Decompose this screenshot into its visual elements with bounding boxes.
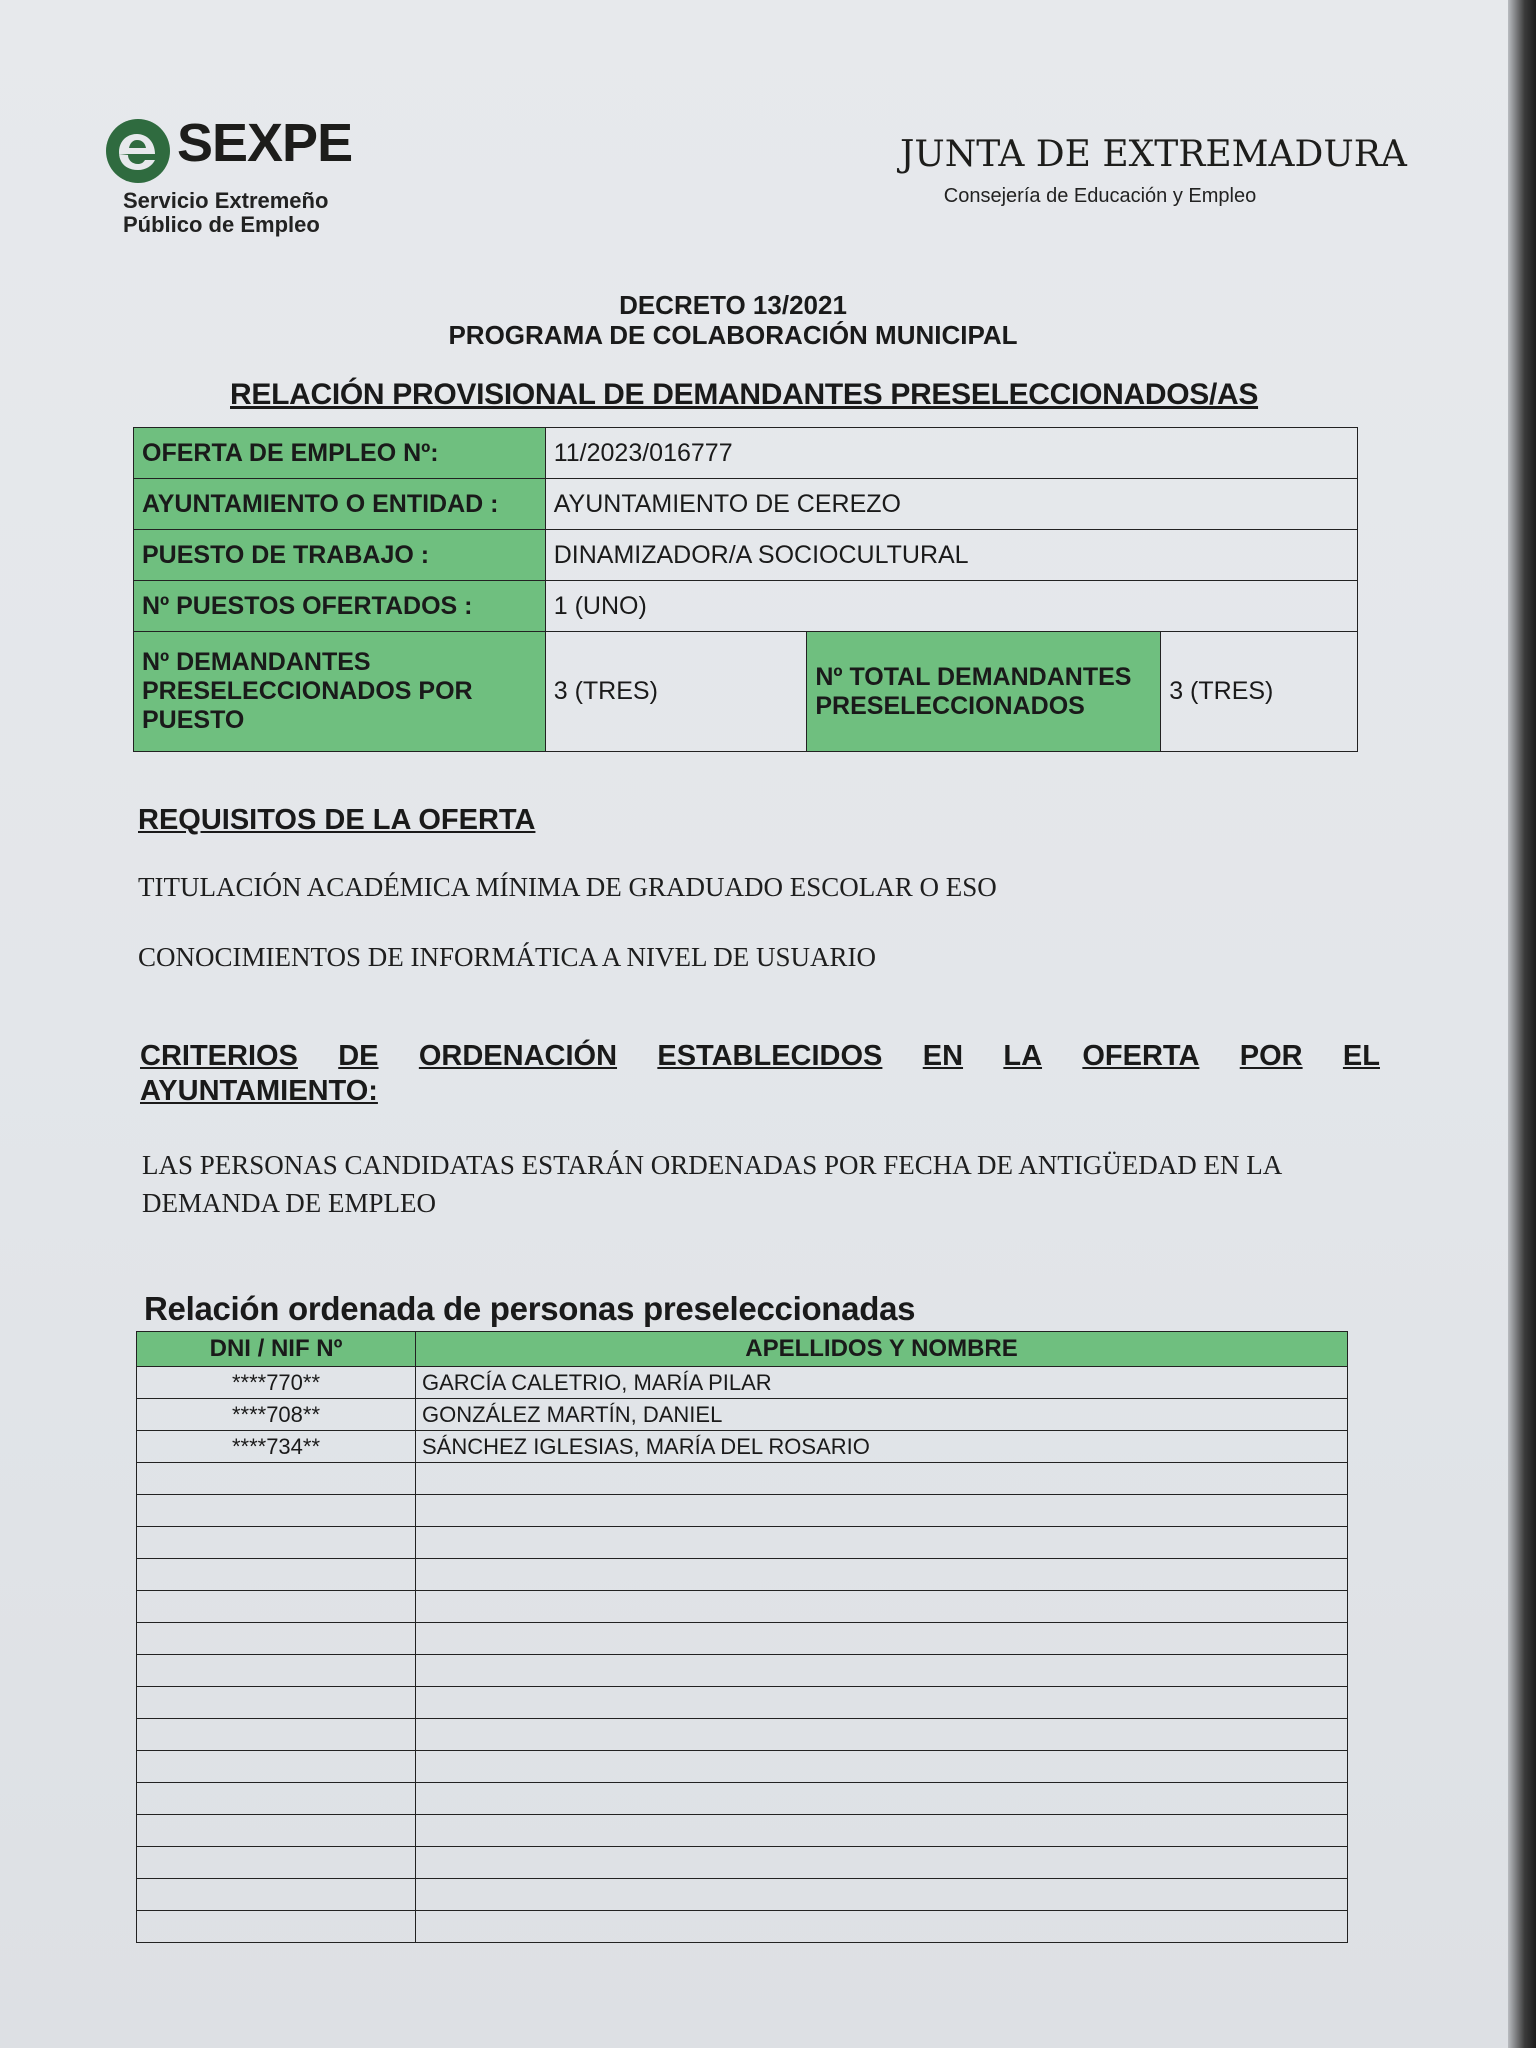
list-title: Relación ordenada de personas preseleccionadas — [144, 1290, 916, 1327]
junta-department: Consejería de Educación y Empleo — [943, 185, 1257, 207]
junta-name: JUNTA DE EXTREMADURA — [900, 134, 1407, 175]
table-row — [134, 530, 1358, 581]
dni-cell — [137, 1591, 416, 1623]
dni-cell — [137, 1655, 416, 1687]
name-cell — [416, 1495, 1348, 1527]
dni-cell — [137, 1879, 416, 1911]
name-cell: GARCÍA CALETRIO, MARÍA PILAR — [416, 1367, 1348, 1399]
dni-cell — [137, 1847, 416, 1879]
criteria-word: CRITERIOS — [140, 1040, 298, 1072]
job-value: DINAMIZADOR/A SOCIOCULTURAL — [545, 530, 1357, 581]
dni-cell: ****734** — [137, 1431, 416, 1463]
requirement-1: TITULACIÓN ACADÉMICA MÍNIMA DE GRADUADO ESCOLAR O ESO — [138, 872, 997, 902]
table-row — [137, 1559, 1348, 1591]
dni-cell — [137, 1911, 416, 1943]
dni-cell — [137, 1559, 416, 1591]
table-row — [137, 1879, 1348, 1911]
offer-value: 11/2023/016777 — [545, 428, 1357, 479]
criteria-word: DE — [338, 1040, 379, 1072]
decree-number: DECRETO 13/2021 — [619, 290, 847, 320]
table-row — [134, 479, 1358, 530]
program-name: PROGRAMA DE COLABORACIÓN MUNICIPAL — [448, 320, 1018, 350]
criteria-text: LAS PERSONAS CANDIDATAS ESTARÁN ORDENADAS POR FECHA DE ANTIGÜEDAD EN LA DEMANDA DE EMPLEO — [142, 1150, 1281, 1218]
name-cell — [416, 1687, 1348, 1719]
paper-edge-shadow — [1508, 0, 1536, 2048]
dni-cell — [137, 1815, 416, 1847]
criteria-word: OFERTA — [1082, 1040, 1200, 1072]
sexpe-e-icon — [105, 118, 171, 184]
positions-label: Nº PUESTOS OFERTADOS : — [134, 581, 546, 632]
name-cell — [416, 1591, 1348, 1623]
requirement-2: CONOCIMIENTOS DE INFORMÁTICA A NIVEL DE USUARIO — [138, 942, 877, 972]
name-cell — [416, 1879, 1348, 1911]
job-label: PUESTO DE TRABAJO : — [134, 530, 546, 581]
name-cell — [416, 1783, 1348, 1815]
per-post-value: 3 (TRES) — [545, 632, 807, 752]
table-row — [137, 1591, 1348, 1623]
sexpe-wordmark: SEXPE — [177, 113, 353, 173]
col-dni-header: DNI / NIF Nº — [137, 1332, 416, 1367]
dni-cell — [137, 1623, 416, 1655]
dni-cell — [137, 1495, 416, 1527]
criteria-title — [140, 1040, 1380, 1108]
total-value: 3 (TRES) — [1161, 632, 1358, 752]
table-row — [137, 1431, 1348, 1463]
entity-label: AYUNTAMIENTO O ENTIDAD : — [134, 479, 546, 530]
table-row — [134, 632, 1358, 752]
criteria-title-line-2: AYUNTAMIENTO: — [140, 1075, 378, 1107]
name-cell — [416, 1463, 1348, 1495]
table-row — [137, 1655, 1348, 1687]
table-row — [137, 1751, 1348, 1783]
dni-cell — [137, 1783, 416, 1815]
table-header-row — [137, 1332, 1348, 1367]
table-row — [134, 581, 1358, 632]
total-label: Nº TOTAL DEMANDANTES PRESELECCIONADOS — [807, 632, 1161, 752]
col-name-header: APELLIDOS Y NOMBRE — [416, 1332, 1348, 1367]
table-row — [137, 1815, 1348, 1847]
candidates-table-body — [137, 1367, 1348, 1943]
dni-cell: ****708** — [137, 1399, 416, 1431]
per-post-label: Nº DEMANDANTES PRESELECCIONADOS POR PUESTO — [134, 632, 546, 752]
name-cell — [416, 1527, 1348, 1559]
sexpe-tagline-2: Público de Empleo — [123, 212, 320, 237]
dni-cell: ****770** — [137, 1367, 416, 1399]
dni-cell — [137, 1719, 416, 1751]
requirements-title: REQUISITOS DE LA OFERTA — [138, 804, 536, 836]
sexpe-tagline-1: Servicio Extremeño — [123, 188, 329, 213]
dni-cell — [137, 1751, 416, 1783]
table-row — [137, 1847, 1348, 1879]
criteria-title-line-1 — [140, 1040, 1380, 1073]
entity-value: AYUNTAMIENTO DE CEREZO — [545, 479, 1357, 530]
name-cell — [416, 1847, 1348, 1879]
dni-cell — [137, 1463, 416, 1495]
name-cell — [416, 1623, 1348, 1655]
junta-logo — [900, 134, 1407, 208]
table-row — [134, 428, 1358, 479]
name-cell — [416, 1719, 1348, 1751]
criteria-word: EN — [922, 1040, 964, 1072]
table-row — [137, 1687, 1348, 1719]
dni-cell — [137, 1687, 416, 1719]
offer-label: OFERTA DE EMPLEO Nº: — [134, 428, 546, 479]
positions-value: 1 (UNO) — [545, 581, 1357, 632]
table-row — [137, 1783, 1348, 1815]
table-row — [137, 1527, 1348, 1559]
criteria-word: POR — [1239, 1040, 1303, 1072]
offer-info-table — [133, 427, 1358, 752]
table-row — [137, 1623, 1348, 1655]
criteria-word: EL — [1342, 1040, 1380, 1072]
name-cell: GONZÁLEZ MARTÍN, DANIEL — [416, 1399, 1348, 1431]
criteria-word: ORDENACIÓN — [418, 1040, 618, 1072]
criteria-word: LA — [1003, 1040, 1043, 1072]
dni-cell — [137, 1527, 416, 1559]
table-row — [137, 1719, 1348, 1751]
table-row — [137, 1399, 1348, 1431]
criteria-word: ESTABLECIDOS — [657, 1040, 883, 1072]
name-cell: SÁNCHEZ IGLESIAS, MARÍA DEL ROSARIO — [416, 1431, 1348, 1463]
name-cell — [416, 1911, 1348, 1943]
name-cell — [416, 1655, 1348, 1687]
name-cell — [416, 1559, 1348, 1591]
name-cell — [416, 1751, 1348, 1783]
page-title: RELACIÓN PROVISIONAL DE DEMANDANTES PRESELECCIONADOS/AS — [230, 378, 1259, 411]
table-row — [137, 1495, 1348, 1527]
table-row — [137, 1911, 1348, 1943]
table-row — [137, 1367, 1348, 1399]
table-row — [137, 1463, 1348, 1495]
name-cell — [416, 1815, 1348, 1847]
candidates-table — [136, 1331, 1348, 1943]
